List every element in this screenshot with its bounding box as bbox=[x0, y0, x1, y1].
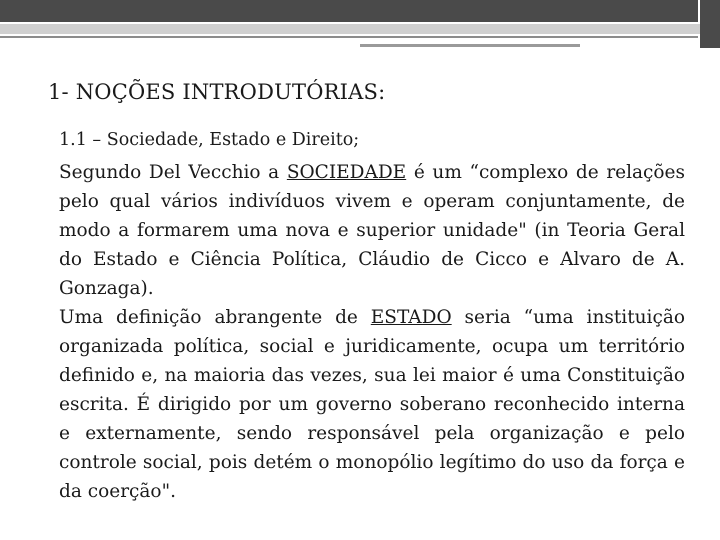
paragraph-text: é um “complexo de relações pelo qual vários indivíduos vivem e operam conjuntamente, de modo a formarem uma nova e superior unidade" (in Teoria Geral do Estado e Ciência Política, Cláudio de Cicco e Alvaro de A. Gonzaga). bbox=[59, 162, 686, 299]
term-sociedade: SOCIEDADE bbox=[286, 162, 407, 183]
decor-stripe-short bbox=[360, 44, 580, 47]
slide-title: 1- NOÇÕES INTRODUTÓRIAS: bbox=[48, 80, 386, 104]
slide-body bbox=[59, 158, 685, 506]
top-right-decor-block bbox=[700, 0, 720, 48]
decor-stripe-light bbox=[0, 24, 700, 34]
paragraph-estado bbox=[59, 303, 685, 506]
paragraph-sociedade bbox=[59, 158, 685, 303]
section-subheading: 1.1 – Sociedade, Estado e Direito; bbox=[59, 130, 360, 150]
paragraph-text: Uma definição abrangente de bbox=[59, 307, 371, 328]
term-estado: ESTADO bbox=[370, 307, 452, 328]
paragraph-text: Segundo Del Vecchio a bbox=[59, 162, 287, 183]
top-decor-bar bbox=[0, 0, 698, 22]
paragraph-text: seria “uma instituição organizada política, social e juridicamente, ocupa um território definido e, na maioria das vezes, sua lei maior é uma Constituição escrita. É dirigido por um governo soberano reconhecido interna e externamente, sendo responsável pela organização e pelo controle social, pois detém o monopólio legítimo do uso da força e da coerção". bbox=[59, 307, 685, 502]
decor-stripe-thin bbox=[0, 36, 698, 38]
